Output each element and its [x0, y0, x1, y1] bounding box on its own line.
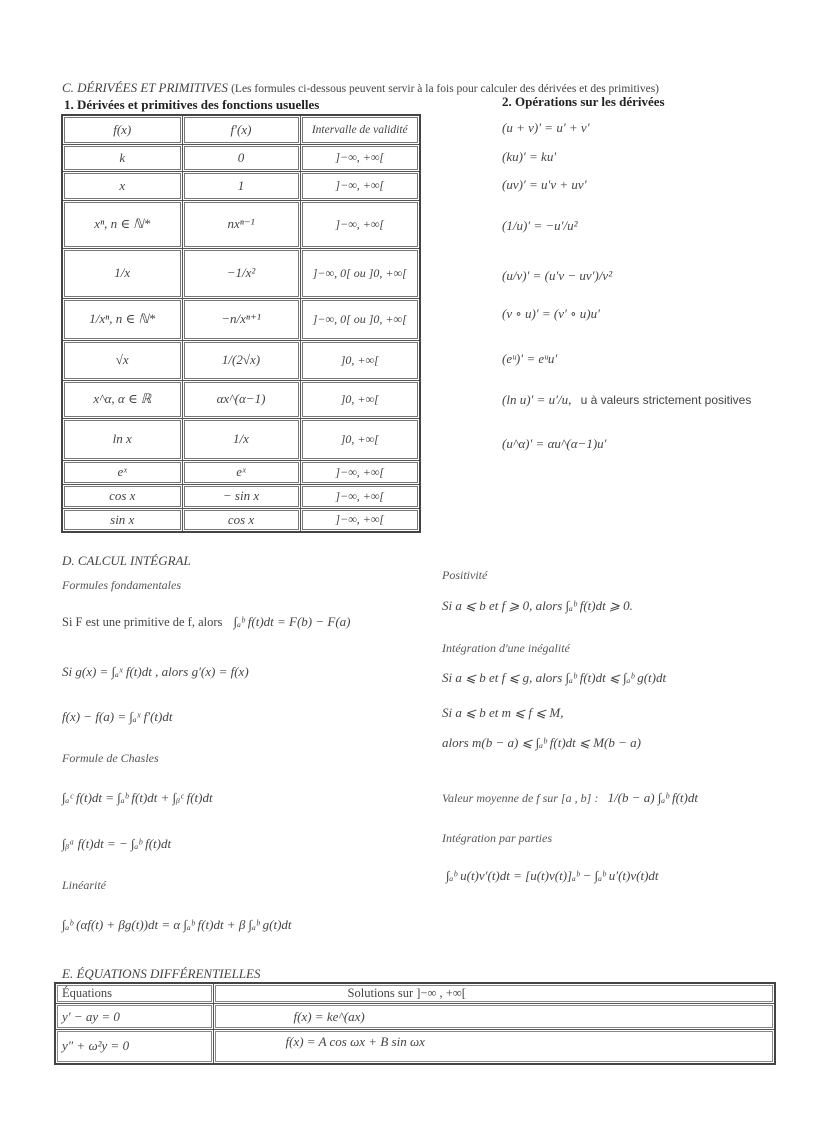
cell-fp: − sin x: [182, 484, 300, 508]
positivite-heading: Positivité: [442, 568, 488, 582]
cell-fp: eˣ: [182, 460, 300, 484]
valeur-moyenne-label: Valeur moyenne de f sur [a , b] :: [442, 791, 599, 805]
formula-primitive-math: ∫ₐᵇ f(t)dt = F(b) − F(a): [233, 614, 351, 629]
table-row: [62, 418, 420, 460]
table-row: [62, 144, 420, 171]
linearite-heading: Linéarité: [62, 878, 106, 892]
table-row: [62, 508, 420, 532]
op-ln-formula: (ln u)′ = u′/u,: [502, 392, 572, 407]
cell-f: xⁿ, n ∈ ℕ*: [62, 200, 182, 248]
cell-f: x: [62, 171, 182, 200]
cell-interval: ]0, +∞[: [300, 380, 420, 418]
cell-f: k: [62, 144, 182, 171]
formula-primitive: [62, 614, 351, 630]
inegalite-heading: Intégration d'une inégalité: [442, 641, 570, 655]
cell-f: sin x: [62, 508, 182, 532]
linearite-formula: ∫ₐᵇ (αf(t) + βg(t))dt = α ∫ₐᵇ f(t)dt + β ∫ₐᵇ g(t)dt: [62, 917, 292, 932]
cell-interval: ]0, +∞[: [300, 418, 420, 460]
valeur-moyenne-formula: 1/(b − a) ∫ₐᵇ f(t)dt: [607, 790, 698, 805]
section-c-note: (Les formules ci-dessous peuvent servir à la fois pour calculer des dérivées et des primitives): [231, 83, 660, 95]
cell-f: 1/x: [62, 248, 182, 298]
cell-interval: ]0, +∞[: [300, 340, 420, 380]
cell-equation: y′ − ay = 0: [55, 1004, 213, 1030]
ipp-heading: Intégration par parties: [442, 831, 552, 845]
chasles-formula-2: ∫ᵦᵃ f(t)dt = − ∫ₐᵇ f(t)dt: [62, 836, 172, 851]
cell-solution: f(x) = ke^(ax): [213, 1004, 775, 1030]
op-scalar: (ku)′ = ku′: [502, 149, 557, 164]
cell-interval: ]−∞, +∞[: [300, 144, 420, 171]
subsection-1-title: 1. Dérivées et primitives des fonctions usuelles: [64, 97, 320, 112]
op-quotient: (u/v)′ = (u′v − uv′)/v²: [502, 268, 613, 283]
header-fp: f′(x): [182, 115, 300, 144]
cell-f: ln x: [62, 418, 182, 460]
table-row: [55, 1030, 775, 1064]
formula-f-diff: f(x) − f(a) = ∫ₐˣ f′(t)dt: [62, 709, 173, 724]
cell-fp: −n/xⁿ⁺¹: [182, 298, 300, 340]
cell-fp: −1/x²: [182, 248, 300, 298]
cell-interval: ]−∞, +∞[: [300, 508, 420, 532]
table-row: [55, 1004, 775, 1030]
cell-fp: 1/x: [182, 418, 300, 460]
ipp-formula: ∫ₐᵇ u(t)v′(t)dt = [u(t)v(t)]ₐᵇ − ∫ₐᵇ u′(t)v(t)dt: [446, 868, 659, 883]
table-row: [62, 484, 420, 508]
cell-f: x^α, α ∈ ℝ: [62, 380, 182, 418]
cell-interval: ]−∞, 0[ ou ]0, +∞[: [300, 298, 420, 340]
formula-g-derivative: Si g(x) = ∫ₐˣ f(t)dt , alors g′(x) = f(x): [62, 664, 249, 679]
section-c-title-text: C. DÉRIVÉES ET PRIMITIVES: [62, 80, 228, 95]
header-interval: Intervalle de validité: [300, 115, 420, 144]
derivatives-table: [61, 114, 421, 533]
valeur-moyenne: [442, 790, 698, 806]
inegalite-formula-2: Si a ⩽ b et m ⩽ f ⩽ M,: [442, 705, 564, 720]
table-row: [62, 460, 420, 484]
op-sum: (u + v)′ = u′ + v′: [502, 120, 590, 135]
section-d-title: D. CALCUL INTÉGRAL: [62, 553, 191, 568]
positivite-formula: Si a ⩽ b et f ⩾ 0, alors ∫ₐᵇ f(t)dt ⩾ 0.: [442, 598, 633, 613]
op-product: (uv)′ = u′v + uv′: [502, 177, 587, 192]
cell-f: 1/xⁿ, n ∈ ℕ*: [62, 298, 182, 340]
table-row: [62, 340, 420, 380]
cell-fp: nxⁿ⁻¹: [182, 200, 300, 248]
cell-interval: ]−∞, +∞[: [300, 460, 420, 484]
formules-fondamentales-heading: Formules fondamentales: [62, 578, 181, 592]
cell-interval: ]−∞, +∞[: [300, 484, 420, 508]
header-solutions: Solutions sur ]−∞ , +∞[: [213, 983, 775, 1004]
chasles-heading: Formule de Chasles: [62, 751, 159, 765]
formula-primitive-text: Si F est une primitive de f, alors: [62, 615, 223, 629]
table-row: [62, 200, 420, 248]
op-composition: (v ∘ u)′ = (v′ ∘ u)u′: [502, 306, 600, 321]
cell-interval: ]−∞, 0[ ou ]0, +∞[: [300, 248, 420, 298]
cell-f: eˣ: [62, 460, 182, 484]
table-row: [62, 171, 420, 200]
cell-fp: 0: [182, 144, 300, 171]
cell-interval: ]−∞, +∞[: [300, 200, 420, 248]
subsection-2-title: 2. Opérations sur les dérivées: [502, 94, 665, 109]
section-e-title: E. ÉQUATIONS DIFFÉRENTIELLES: [62, 966, 261, 981]
chasles-formula-1: ∫ₐᶜ f(t)dt = ∫ₐᵇ f(t)dt + ∫ᵦᶜ f(t)dt: [62, 790, 213, 805]
cell-f: √x: [62, 340, 182, 380]
op-ln-condition: u à valeurs strictement positives: [580, 393, 752, 407]
inegalite-formula-3: alors m(b − a) ⩽ ∫ₐᵇ f(t)dt ⩽ M(b − a): [442, 735, 641, 750]
table-header-row: [62, 115, 420, 144]
cell-fp: cos x: [182, 508, 300, 532]
cell-fp: αx^(α−1): [182, 380, 300, 418]
table-row: [62, 298, 420, 340]
cell-solution: f(x) = A cos ωx + B sin ωx: [213, 1030, 775, 1064]
diff-equations-table: [54, 982, 776, 1065]
cell-fp: 1: [182, 171, 300, 200]
cell-interval: ]−∞, +∞[: [300, 171, 420, 200]
header-f: f(x): [62, 115, 182, 144]
cell-fp: 1/(2√x): [182, 340, 300, 380]
op-ln: [502, 392, 751, 408]
op-exp: (eᵘ)′ = eᵘu′: [502, 351, 558, 366]
op-inverse: (1/u)′ = −u′/u²: [502, 218, 578, 233]
cell-f: cos x: [62, 484, 182, 508]
header-equations: Équations: [55, 983, 213, 1004]
inegalite-formula-1: Si a ⩽ b et f ⩽ g, alors ∫ₐᵇ f(t)dt ⩽ ∫ₐᵇ g(t)dt: [442, 670, 667, 685]
cell-equation: y″ + ω²y = 0: [55, 1030, 213, 1064]
table-header-row: [55, 983, 775, 1004]
op-power: (u^α)′ = αu^(α−1)u′: [502, 436, 607, 451]
table-row: [62, 380, 420, 418]
table-row: [62, 248, 420, 298]
